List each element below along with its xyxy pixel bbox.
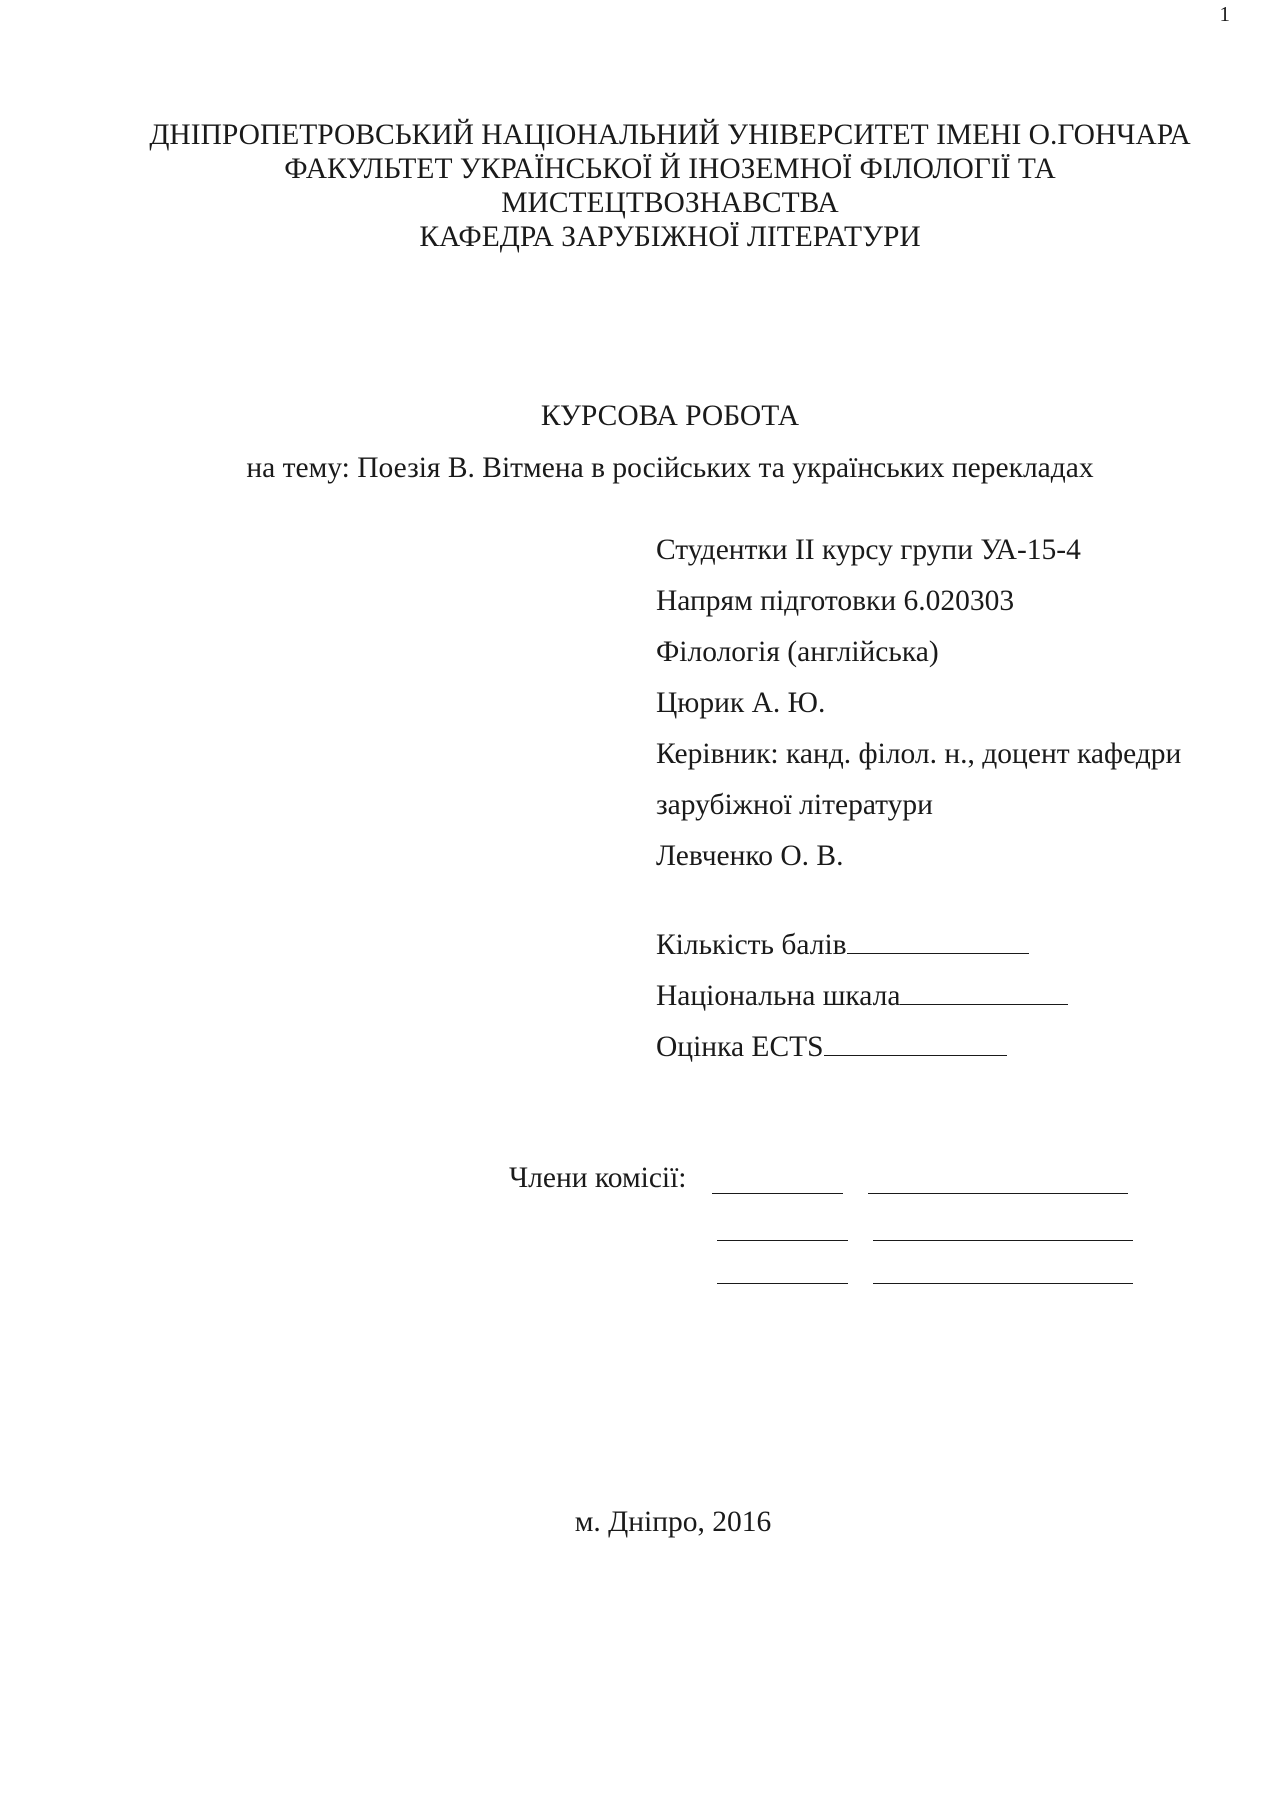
national-scale-label: Національна шкала [656,980,901,1012]
grades-section [656,920,1068,1073]
ects-row [656,1022,1068,1073]
national-scale-blank-line [900,982,1068,1005]
points-row [656,920,1068,971]
commission-name-line-2 [873,1240,1133,1241]
student-course-group: Студентки II курсу групи УА-15-4 [656,534,1081,566]
points-label: Кількість балів [656,929,847,961]
commission-name-line-1 [868,1193,1128,1194]
commission-signature-line-3 [717,1283,848,1284]
ects-blank-line [824,1033,1007,1056]
university-name: ДНІПРОПЕТРОВСЬКИЙ НАЦІОНАЛЬНИЙ УНІВЕРСИТЕТ ІМЕНІ О.ГОНЧАРА [149,119,1191,151]
title-block [0,394,1280,490]
faculty-name-line-1: ФАКУЛЬТЕТ УКРАЇНСЬКОЇ Й ІНОЗЕМНОЇ ФІЛОЛОГІЇ ТА [284,153,1056,185]
national-scale-row [656,971,1068,1022]
student-name: Цюрик А. Ю. [656,687,826,719]
document-title: КУРСОВА РОБОТА [540,400,800,432]
points-blank-line [847,931,1029,954]
supervisor-title-line-1: Керівник: канд. філол. н., доцент кафедри [656,738,1182,770]
commission-label: Члени комісії: [509,1162,687,1194]
student-info [656,525,1181,882]
document-topic: на тему: Поезія В. Вітмена в російських та українських перекладах [246,452,1094,484]
commission-signature-line-1 [712,1193,843,1194]
commission-signature-line-2 [717,1240,848,1241]
document-header [0,118,1280,254]
student-specialty: Філологія (англійська) [656,636,939,668]
commission-name-line-3 [873,1283,1133,1284]
page-number: 1 [1219,2,1230,26]
supervisor-name: Левченко О. В. [656,840,844,872]
faculty-name-line-2: МИСТЕЦТВОЗНАВСТВА [501,187,839,219]
ects-label: Оцінка ECTS [656,1031,824,1063]
supervisor-title-line-2: зарубіжної літератури [656,789,933,821]
city-year: м. Дніпро, 2016 [574,1506,772,1538]
department-name: КАФЕДРА ЗАРУБІЖНОЇ ЛІТЕРАТУРИ [419,221,921,253]
student-direction: Напрям підготовки 6.020303 [656,585,1015,617]
